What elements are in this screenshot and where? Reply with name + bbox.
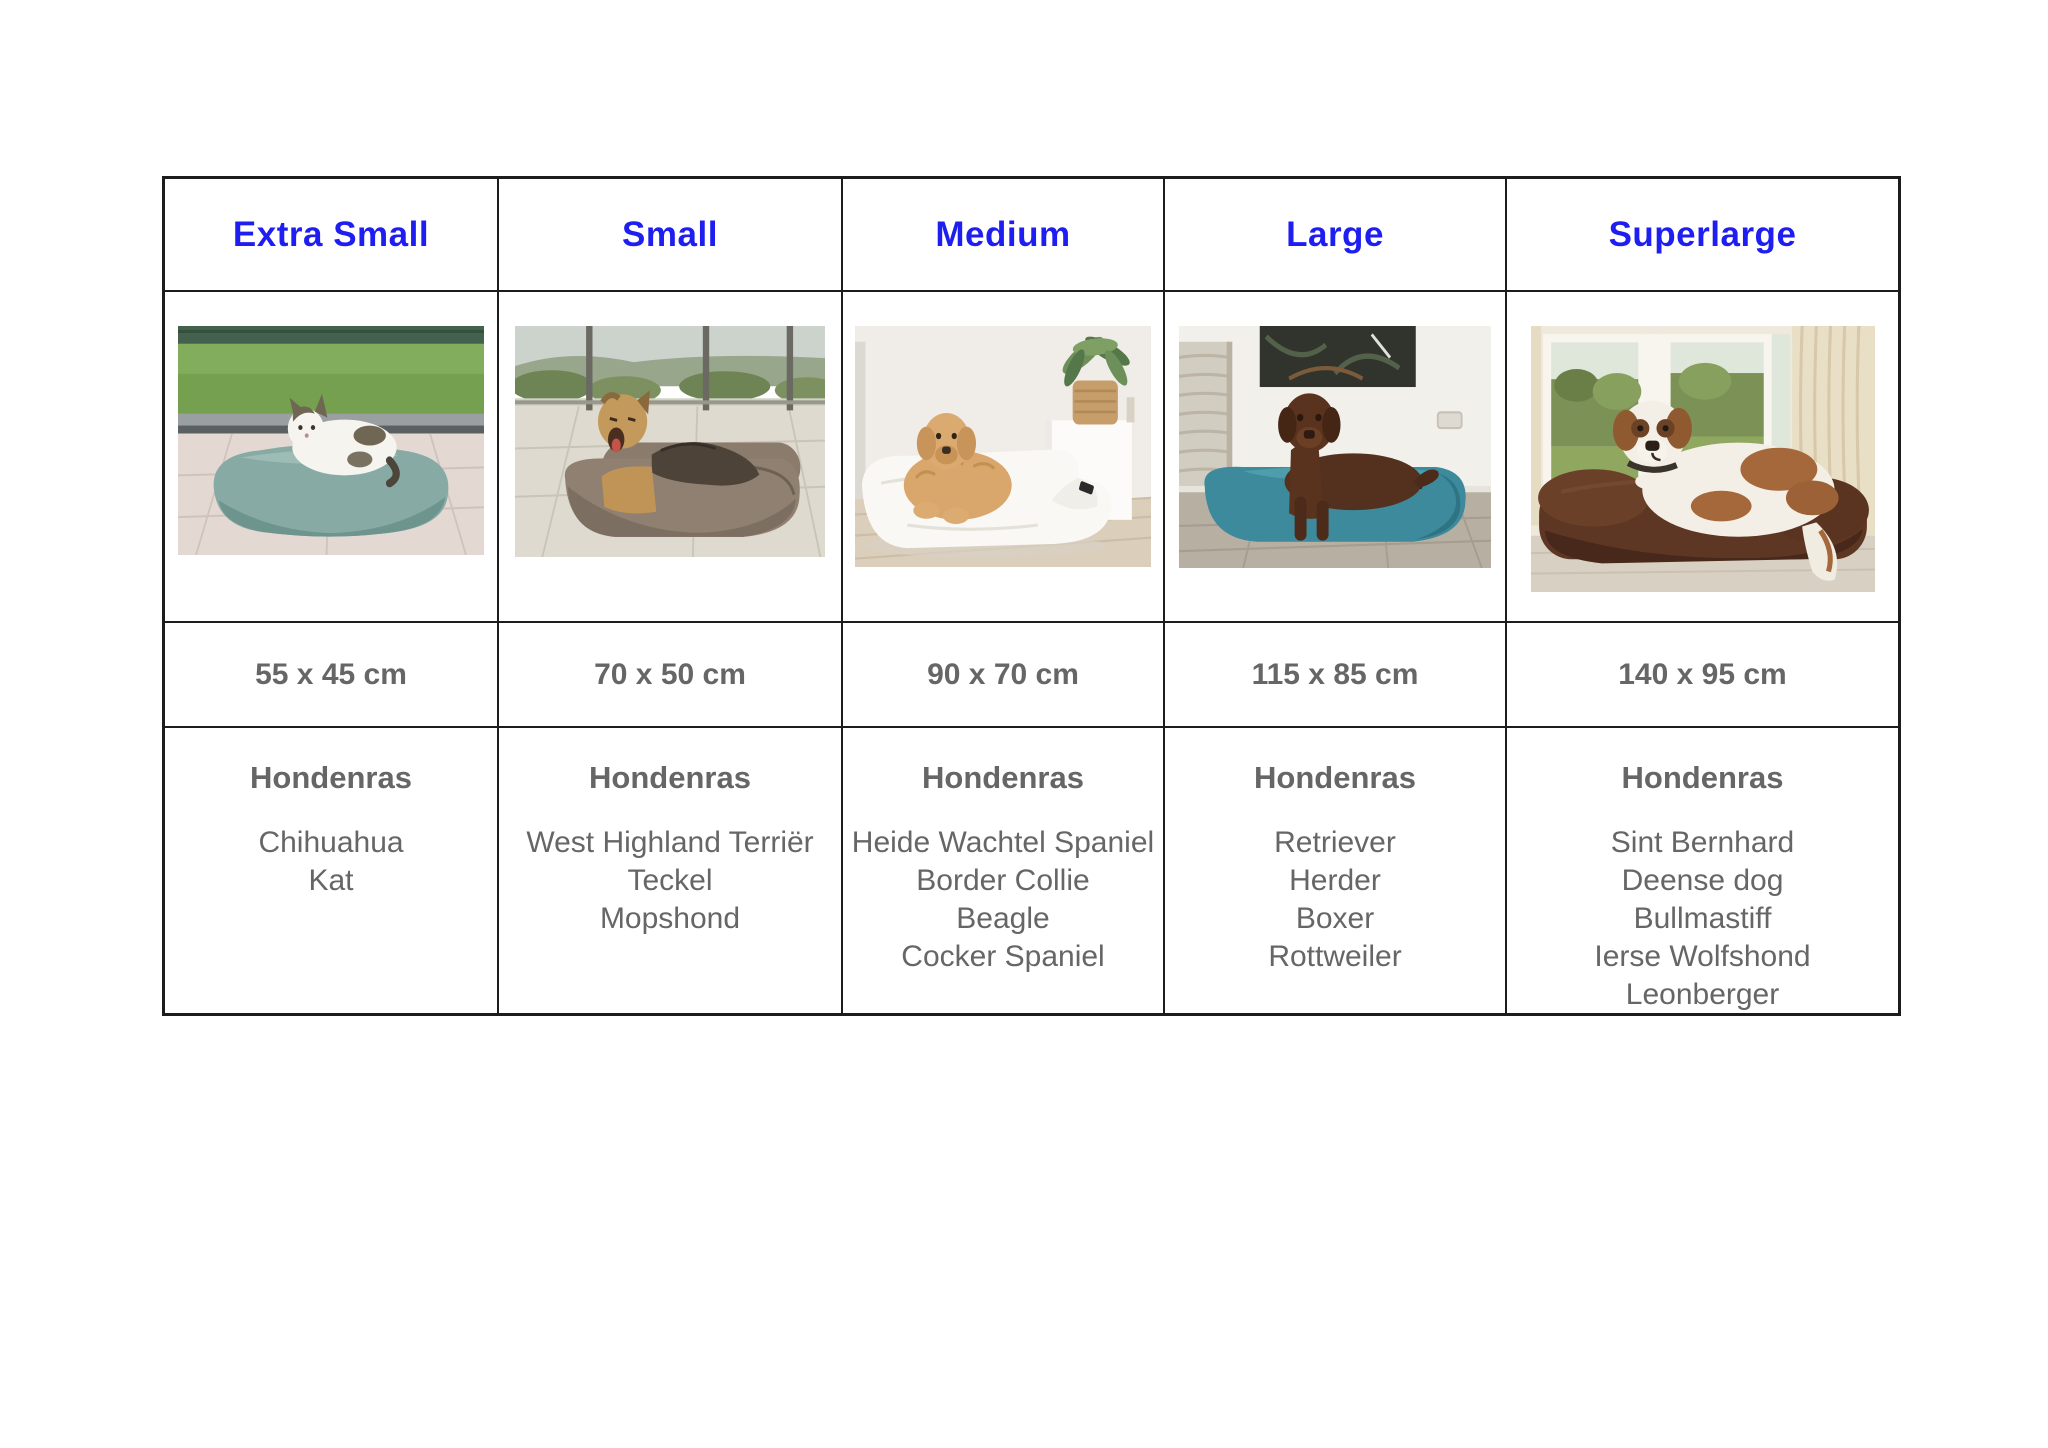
breed-item: Cocker Spaniel xyxy=(901,940,1105,973)
breeds-heading: Hondenras xyxy=(1621,760,1784,795)
photo-cell-large xyxy=(1165,292,1507,623)
breeds-list xyxy=(499,824,841,938)
breed-item: Border Collie xyxy=(916,864,1090,897)
breed-item: Leonberger xyxy=(1625,978,1780,1011)
breeds-list xyxy=(1165,824,1505,976)
size-large xyxy=(1165,623,1507,728)
breed-item: Chihuahua xyxy=(258,826,404,859)
size-extra-small xyxy=(165,623,499,728)
size-label: 90 x 70 cm xyxy=(927,657,1079,691)
photo-cell-small xyxy=(499,292,843,623)
breeds-extra-small xyxy=(165,728,499,1013)
size-label: 70 x 50 cm xyxy=(594,657,746,691)
breed-item: Bullmastiff xyxy=(1633,902,1772,935)
size-label: 55 x 45 cm xyxy=(255,657,407,691)
column-header-small xyxy=(499,179,843,292)
breed-item: Ierse Wolfshond xyxy=(1594,940,1811,973)
product-photo-cat-on-sea-green-bed xyxy=(178,326,484,555)
breed-item: Deense dog xyxy=(1621,864,1784,897)
breed-item: Mopshond xyxy=(599,902,741,935)
product-photo-terrier-on-taupe-bed xyxy=(515,326,825,557)
column-header-label: Small xyxy=(622,214,718,254)
breed-item: Sint Bernhard xyxy=(1610,826,1795,859)
photo-cell-extra-small xyxy=(165,292,499,623)
size-label: 140 x 95 cm xyxy=(1618,657,1787,691)
breeds-heading: Hondenras xyxy=(589,760,751,795)
breeds-list xyxy=(165,824,497,900)
photo-cell-superlarge xyxy=(1507,292,1898,623)
breed-item: Retriever xyxy=(1274,826,1396,859)
size-label: 115 x 85 cm xyxy=(1251,657,1419,691)
column-header-label: Superlarge xyxy=(1608,214,1797,254)
breeds-heading: Hondenras xyxy=(1254,760,1416,795)
photo-cell-medium xyxy=(843,292,1165,623)
breed-item: Teckel xyxy=(627,864,713,897)
product-photo-saint-bernard-on-brown-bed xyxy=(1531,326,1875,592)
breeds-medium xyxy=(843,728,1165,1013)
breeds-large xyxy=(1165,728,1507,1013)
column-header-extra-small xyxy=(165,179,499,292)
breed-item: Beagle xyxy=(956,902,1050,935)
product-photo-doodle-on-white-bed xyxy=(855,326,1151,567)
breeds-superlarge xyxy=(1507,728,1898,1013)
breeds-list xyxy=(843,824,1163,976)
breed-item: Boxer xyxy=(1295,902,1375,935)
breeds-list xyxy=(1507,824,1898,1013)
breed-item: Rottweiler xyxy=(1268,940,1402,973)
column-header-label: Medium xyxy=(935,214,1071,254)
breeds-small xyxy=(499,728,843,1013)
size-superlarge xyxy=(1507,623,1898,728)
column-header-large xyxy=(1165,179,1507,292)
breeds-heading: Hondenras xyxy=(922,760,1084,795)
size-small xyxy=(499,623,843,728)
column-header-label: Large xyxy=(1286,214,1384,254)
breed-item: Kat xyxy=(308,864,354,897)
breeds-heading: Hondenras xyxy=(250,760,412,795)
column-header-medium xyxy=(843,179,1165,292)
breed-item: Herder xyxy=(1289,864,1381,897)
size-chart-table xyxy=(162,176,1901,1016)
breed-item: Heide Wachtel Spaniel xyxy=(851,826,1155,859)
breed-item: West Highland Terriër xyxy=(526,826,814,859)
column-header-label: Extra Small xyxy=(232,214,430,254)
product-photo-labrador-on-teal-bed xyxy=(1179,326,1491,568)
size-medium xyxy=(843,623,1165,728)
column-header-superlarge xyxy=(1507,179,1898,292)
